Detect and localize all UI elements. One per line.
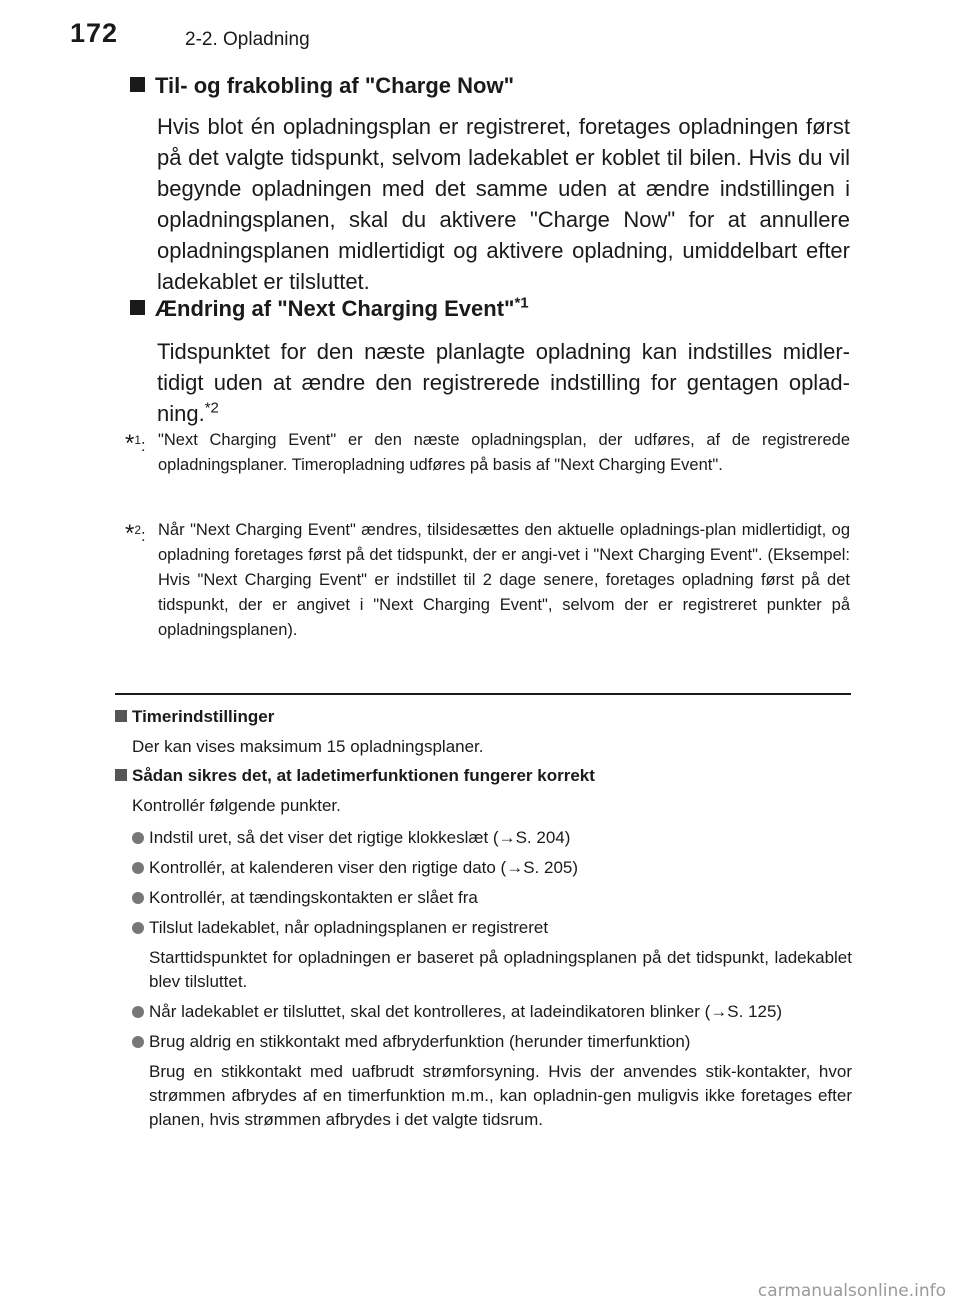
list-item: Kontrollér, at kalenderen viser den rigtige dato (→S. 205) (132, 856, 852, 880)
footnote-marker: *$^1$: (125, 430, 146, 457)
bullet-dot-icon (132, 1036, 144, 1048)
section-heading: Ændring af "Next Charging Event"$^{*1}$ (130, 295, 850, 323)
list-item: Kontrollér, at tændingskontakten er slået fra (132, 886, 852, 910)
footnote-text: Når "Next Charging Event" ændres, tilsidesættes den aktuelle opladnings-plan midlertidigt, og opladning foretages først på det tidspunkt, der er angi-vet i "Next Charging Event". (Eksempel: Hvis "Next Charging Event" er indstillet til 2 dage senere, foretages opladning først på det tidspunkt, der er angivet i "Next Charging Event", selvom der er registreret punkter på opladningsplanen). (158, 521, 850, 639)
list-item-detail: Starttidspunktet for opladningen er baseret på opladningsplanen på det tidspunkt, ladekablet blev tilsluttet. (149, 948, 852, 991)
footnote-text: "Next Charging Event" er den næste opladningsplan, der udføres, af de registrerede opladningsplaner. Timeropladning udføres på basis af "Next Charging Event". (158, 431, 850, 474)
chapter-title: 2-2. Opladning (185, 29, 310, 50)
list-item: Brug aldrig en stikkontakt med afbryderfunktion (herunder timerfunktion) (132, 1030, 852, 1054)
square-bullet-icon (115, 769, 127, 781)
list-item: Indstil uret, så det viser det rigtige klokkeslæt (→S. 204) (132, 826, 852, 850)
info-heading: Timerindstillinger (115, 705, 852, 729)
bullet-dot-icon (132, 862, 144, 874)
bullet-dot-icon (132, 922, 144, 934)
footnote-marker: *$^2$: (125, 520, 146, 547)
bullet-dot-icon (132, 1006, 144, 1018)
info-text: Der kan vises maksimum 15 opladningsplaner. (132, 737, 484, 756)
footnote-1 (125, 428, 850, 478)
section-charge-now (130, 72, 850, 297)
info-timer (115, 705, 852, 759)
square-bullet-icon (115, 710, 127, 722)
watermark: carmanualsonline.info (757, 1281, 946, 1301)
section-body: Tidspunktet for den næste planlagte opladning kan indstilles midler-tidigt uden at ændre den registrerede indstilling for gentagen oplad-ning.$^{*2}$ (157, 339, 850, 426)
section-body: Hvis blot én opladningsplan er registreret, foretages opladningen først på det valgte tidspunkt, selvom ladekablet er koblet til bilen. Hvis du vil begynde opladningen med det samme uden at ændre indstillingen i opladningsplanen, skal du aktivere "Charge Now" for at annullere opladningsplanen midlertidigt og aktivere opladning, umiddelbart efter ladekablet er tilsluttet. (157, 114, 850, 294)
info-heading: Sådan sikres det, at ladetimerfunktionen fungerer korrekt (115, 764, 852, 788)
list-item: Når ladekablet er tilsluttet, skal det kontrolleres, at ladeindikatoren blinker (→S. 125) (132, 1000, 852, 1024)
section-next-charging-event (130, 295, 850, 429)
list-item: Tilslut ladekablet, når opladningsplanen er registreret (132, 916, 852, 940)
bullet-dot-icon (132, 892, 144, 904)
square-bullet-icon (130, 300, 145, 315)
footnote-ref: *2 (204, 399, 219, 417)
section-heading: Til- og frakobling af "Charge Now" (130, 72, 850, 100)
square-bullet-icon (130, 77, 145, 92)
divider (115, 693, 851, 695)
bullet-dot-icon (132, 832, 144, 844)
info-text: Kontrollér følgende punkter. (132, 796, 341, 815)
footnote-ref: *1 (514, 294, 529, 312)
footnote-2 (125, 518, 850, 643)
page-number: 172 (70, 18, 119, 48)
list-item-detail: Brug en stikkontakt med uafbrudt strømforsyning. Hvis der anvendes stik-kontakter, hvor strømmen afbrydes af en timerfunktion m.m., kan opladnin-gen muligvis ikke foretages efter planen, hvis strømmen afbrydes i det valgte tidsrum. (149, 1062, 852, 1129)
info-check (115, 764, 852, 1132)
